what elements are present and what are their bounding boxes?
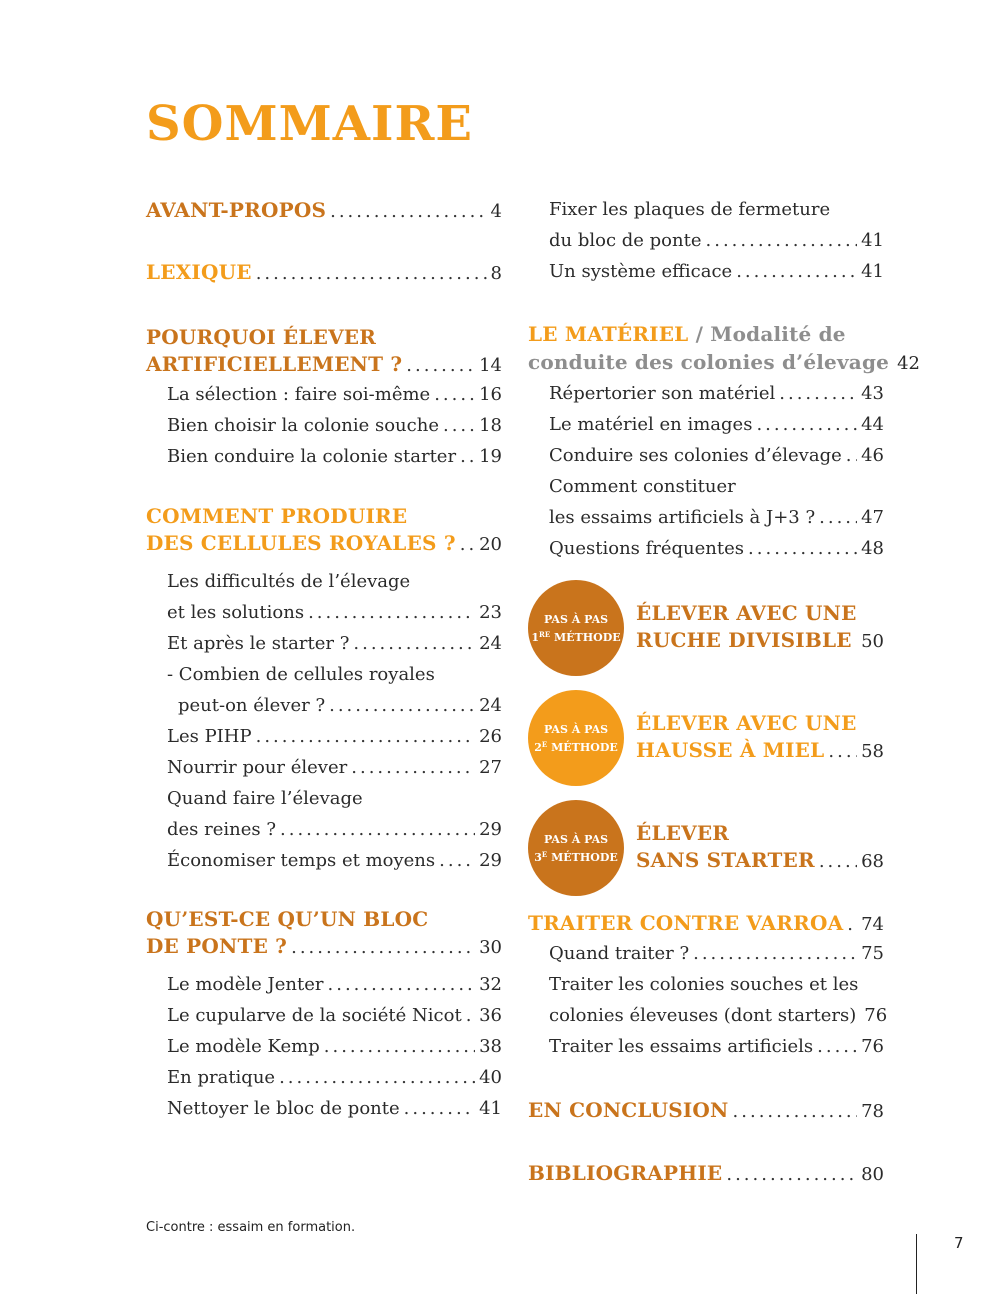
toc-subentry[interactable] [528,225,884,256]
subentry-label: Nettoyer le bloc de ponte [167,1098,400,1119]
subentry-label: Nourrir pour élever [167,757,348,778]
method-title-row [636,737,884,765]
section-title-line: QU’EST-CE QU’UN BLOC [146,907,429,931]
toc-subentry[interactable] [146,969,502,1000]
toc-entry-avant-propos[interactable] [146,196,502,227]
leader-dots [693,938,857,969]
page-number: 24 [479,633,502,654]
subentry-label: les essaims artificiels à J+3 ? [549,507,816,528]
leader-dots [460,531,475,558]
page-number: 4 [490,201,502,222]
section-title: LE MATÉRIEL [528,322,689,346]
page-number: 38 [479,1036,502,1057]
leader-dots [330,196,486,227]
badge-number: 1 [531,630,539,644]
page-number: 42 [897,353,920,374]
leader-dots [846,440,857,471]
toc-entry-varroa[interactable] [528,910,884,938]
section-title-line: DE PONTE ? [146,934,288,958]
toc-subentry[interactable] [146,597,502,628]
badge-number: 2 [534,740,542,754]
subentry-label: La sélection : faire soi-même [167,384,431,405]
subentry-label: Répertorier son matériel [549,383,776,404]
toc-entry-bloc-de-ponte[interactable] [146,933,502,961]
subentry-label: Bien choisir la colonie souche [167,415,439,436]
leader-dots [856,628,857,655]
step-by-step-badge [528,580,624,676]
toc-subentry[interactable] [528,409,884,440]
leader-dots [460,441,475,472]
subentry-label: et les solutions [167,602,305,623]
method-title-row [636,627,884,655]
method-title-row [636,847,884,875]
toc-subentry[interactable] [528,1031,884,1062]
leader-dots [308,597,475,628]
page-number: 19 [479,446,502,467]
leader-dots [756,409,857,440]
page-number: 16 [479,384,502,405]
leader-dots [291,934,475,961]
section-title: LEXIQUE [146,260,252,284]
page-number: 43 [861,383,884,404]
badge-word: MÉTHODE [551,740,618,754]
toc-entry-lexique[interactable] [146,258,502,289]
subentry-label: Le matériel en images [549,414,753,435]
section-subtitle: conduite des colonies d’élevage [528,350,890,374]
subentry-label: Le modèle Jenter [167,974,324,995]
subentry-label: Les PIHP [167,726,252,747]
toc-section-varroa [528,910,888,1062]
page-number: 68 [861,851,884,872]
toc-subentry[interactable] [146,410,502,441]
toc-entry-method-1[interactable] [528,580,884,676]
toc-entry-materiel[interactable] [528,349,920,378]
subentry-label: Bien conduire la colonie starter [167,446,457,467]
badge-method [531,627,620,645]
section-title: AVANT-PROPOS [146,198,327,222]
toc-section-bloc-de-ponte [146,906,502,1124]
page-number: 41 [861,261,884,282]
subentry-label-line: Les difficultés de l’élevage [167,571,411,592]
toc-subentry[interactable] [528,502,884,533]
toc-subentry[interactable] [528,256,884,287]
subentry-label: Le cupularve de la société Nicot [167,1005,462,1026]
toc-subentry[interactable] [146,1062,502,1093]
badge-ordinal: E [541,739,548,749]
page-number: 41 [861,230,884,251]
section-title: BIBLIOGRAPHIE [528,1161,723,1185]
toc-subentry[interactable] [146,752,502,783]
page-number: 8 [490,263,502,284]
badge-ordinal: RE [539,629,551,639]
leader-dots [828,738,857,765]
toc-subentry[interactable] [528,533,884,564]
subentry-label: colonies éleveuses (dont starters) [549,1005,857,1026]
leader-dots [819,848,857,875]
method-title-line: ÉLEVER [636,821,730,845]
toc-subentry[interactable] [146,721,502,752]
subentry-label-line: Traiter les colonies souches et les [549,974,859,995]
page-number: 80 [861,1164,884,1185]
badge-word: MÉTHODE [551,850,618,864]
badge-label: PAS À PAS [543,612,609,626]
method-title-line: HAUSSE À MIEL [636,738,825,762]
toc-subentry[interactable] [146,1093,502,1124]
leader-dots [351,752,475,783]
leader-dots [256,258,487,289]
leader-dots [748,533,857,564]
subentry-label: Et après le starter ? [167,633,350,654]
leader-dots [279,1062,475,1093]
page-number: 75 [861,943,884,964]
section-title-line: ARTIFICIELLEMENT ? [146,352,403,376]
page-number: 74 [861,914,884,935]
toc-subentry[interactable] [146,814,502,845]
section-subtitle: / Modalité de [688,322,846,346]
leader-dots [406,352,475,379]
subentry-label: Conduire ses colonies d’élevage [549,445,842,466]
folio-page-number: 7 [954,1234,964,1252]
section-title-line [528,320,884,349]
toc-subentry[interactable] [146,441,502,472]
leader-dots [706,225,858,256]
page-number: 29 [479,819,502,840]
leader-dots [328,969,476,1000]
subentry-label: du bloc de ponte [549,230,702,251]
step-by-step-badge [528,690,624,786]
method-title-line: SANS STARTER [636,848,815,872]
section-title: EN CONCLUSION [528,1098,729,1122]
leader-dots [466,1000,475,1031]
toc-subentry[interactable] [528,938,884,969]
page-number: 44 [861,414,884,435]
section-title-line: POURQUOI ÉLEVER [146,325,377,349]
subentry-label-line: Comment constituer [549,476,736,497]
page-number: 24 [479,695,502,716]
leader-dots [819,502,857,533]
page-number: 14 [479,355,502,376]
leader-dots [329,690,475,721]
method-title-line: ÉLEVER AVEC UNE [636,711,857,735]
page-number: 20 [479,534,502,555]
toc-subentry[interactable] [146,628,502,659]
toc-section-comment-produire [146,503,502,876]
page-number: 76 [864,1005,888,1026]
leader-dots [736,256,857,287]
page-number: 78 [861,1101,884,1122]
page-number-rule [916,1234,917,1294]
toc-subentry[interactable] [146,690,502,721]
leader-dots [439,845,475,876]
subentry-label-line: Fixer les plaques de fermeture [549,199,831,220]
page-number: 40 [479,1067,502,1088]
page-number: 26 [479,726,502,747]
leader-dots [779,378,857,409]
subentry-label: peut-on élever ? [178,695,326,716]
badge-label: PAS À PAS [543,722,609,736]
leader-dots [726,1159,857,1190]
toc-subentry[interactable] [528,378,884,409]
toc-subentry[interactable] [528,1000,888,1031]
page-number: 18 [479,415,502,436]
subentry-label: En pratique [167,1067,276,1088]
leader-dots [847,911,857,938]
toc-entry-pourquoi[interactable] [146,351,502,379]
leader-dots [256,721,475,752]
leader-dots [434,379,475,410]
toc-continued-bloc [528,194,884,287]
section-title: TRAITER CONTRE VARROA [528,911,844,935]
leader-dots [404,1093,475,1124]
toc-subentry[interactable] [146,1000,502,1031]
badge-ordinal: E [541,849,548,859]
leader-dots [443,410,475,441]
leader-dots [733,1096,858,1127]
page-number: 48 [861,538,884,559]
leader-dots [353,628,475,659]
subentry-label: Questions fréquentes [549,538,745,559]
page-number: 58 [861,741,884,762]
subentry-label: des reines ? [167,819,277,840]
page-title: SOMMAIRE [146,96,473,152]
subentry-label: Un système efficace [549,261,733,282]
toc-entry-bibliographie[interactable] [528,1159,884,1190]
badge-number: 3 [534,850,542,864]
subentry-label: Économiser temps et moyens [167,850,436,871]
subentry-label: Traiter les essaims artificiels [549,1036,814,1057]
badge-word: MÉTHODE [554,630,621,644]
page-number: 32 [479,974,502,995]
section-title-line: DES CELLULES ROYALES ? [146,531,456,555]
toc-entry-comment-produire[interactable] [146,530,502,558]
toc-subentry[interactable] [528,440,884,471]
subentry-label: Le modèle Kemp [167,1036,320,1057]
leader-dots [280,814,475,845]
toc-section-pourquoi [146,324,502,472]
section-title-line: COMMENT PRODUIRE [146,504,408,528]
page-number: 36 [479,1005,502,1026]
leader-dots [324,1031,475,1062]
badge-method [534,737,618,755]
toc-subentry[interactable] [146,379,502,410]
page-number: 47 [861,507,884,528]
subentry-label-line: Quand faire l’élevage [167,788,363,809]
toc-entry-method-2[interactable] [528,690,884,786]
photo-caption: Ci-contre : essaim en formation. [146,1220,356,1235]
badge-method [534,847,618,865]
toc-section-materiel [528,320,920,564]
subentry-label-line: - Combien de cellules royales [167,664,435,685]
page-number: 23 [479,602,502,623]
page-number: 27 [479,757,502,778]
toc-entry-method-3[interactable] [528,800,884,896]
leader-dots [817,1031,857,1062]
method-title-line: ÉLEVER AVEC UNE [636,601,857,625]
page-number: 41 [479,1098,502,1119]
page-number: 30 [479,937,502,958]
badge-label: PAS À PAS [543,832,609,846]
step-by-step-badge [528,800,624,896]
page-number: 46 [861,445,884,466]
page-number: 29 [479,850,502,871]
method-title-line: RUCHE DIVISIBLE [636,628,852,652]
toc-subentry[interactable] [146,845,502,876]
toc-subentry[interactable] [146,1031,502,1062]
page-number: 76 [861,1036,884,1057]
page-number: 50 [861,631,884,652]
subentry-label: Quand traiter ? [549,943,690,964]
toc-entry-conclusion[interactable] [528,1096,884,1127]
